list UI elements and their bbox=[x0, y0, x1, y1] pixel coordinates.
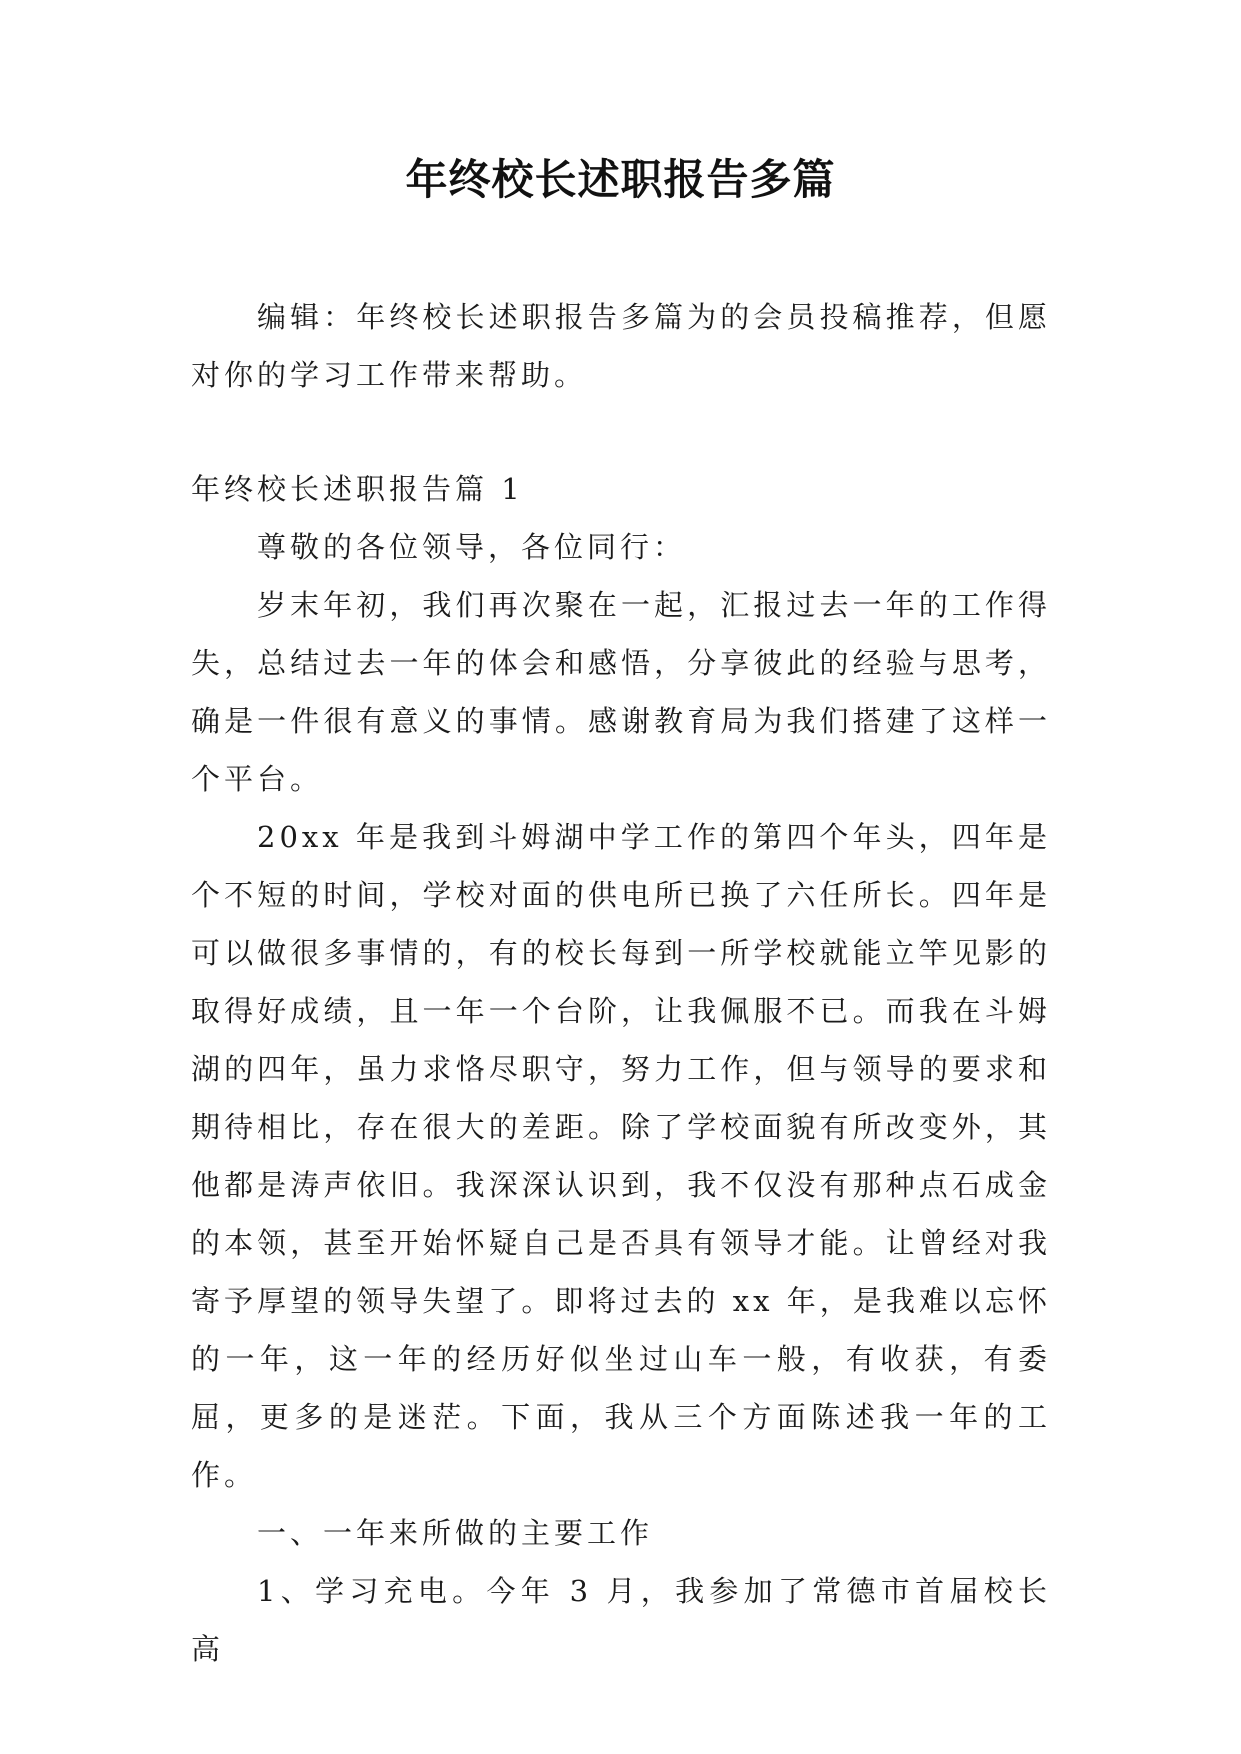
body-paragraph: 1、学习充电。今年 3 月，我参加了常德市首届校长高 bbox=[191, 1574, 1051, 1666]
body-paragraph: 岁末年初，我们再次聚在一起，汇报过去一年的工作得失，总结过去一年的体会和感悟，分享彼此的经验与思考，确是一件很有意义的事情。感谢教育局为我们搭建了这样一个平台。 bbox=[191, 588, 1051, 796]
body-paragraph: 20xx 年是我到斗姆湖中学工作的第四个年头，四年是个不短的时间，学校对面的供电所已换了六任所长。四年是可以做很多事情的，有的校长每到一所学校就能立竿见影的取得好成绩，且一年一个台阶，让我佩服不已。而我在斗姆湖的四年，虽力求恪尽职守，努力工作，但与领导的要求和期待相比，存在很大的差距。除了学校面貌有所改变外，其他都是涛声依旧。我深深认识到，我不仅没有那种点石成金的本领，甚至开始怀疑自己是否具有领导才能。让曾经对我寄予厚望的领导失望了。即将过去的 xx 年，是我难以忘怀的一年，这一年的经历好似坐过山车一般，有收获，有委屈，更多的是迷茫。下面，我从三个方面陈述我一年的工作。 bbox=[191, 820, 1051, 1492]
report-body bbox=[191, 460, 1051, 1678]
intro-paragraph: 编辑：年终校长述职报告多篇为的会员投稿推荐，但愿对你的学习工作带来帮助。 bbox=[191, 300, 1051, 392]
section-heading: 年终校长述职报告篇 1 bbox=[191, 472, 524, 506]
subsection-heading: 一、一年来所做的主要工作 bbox=[257, 1516, 654, 1550]
document-title: 年终校长述职报告多篇 bbox=[405, 155, 836, 204]
intro-block bbox=[191, 288, 1051, 404]
greeting-paragraph: 尊敬的各位领导，各位同行： bbox=[257, 530, 687, 564]
